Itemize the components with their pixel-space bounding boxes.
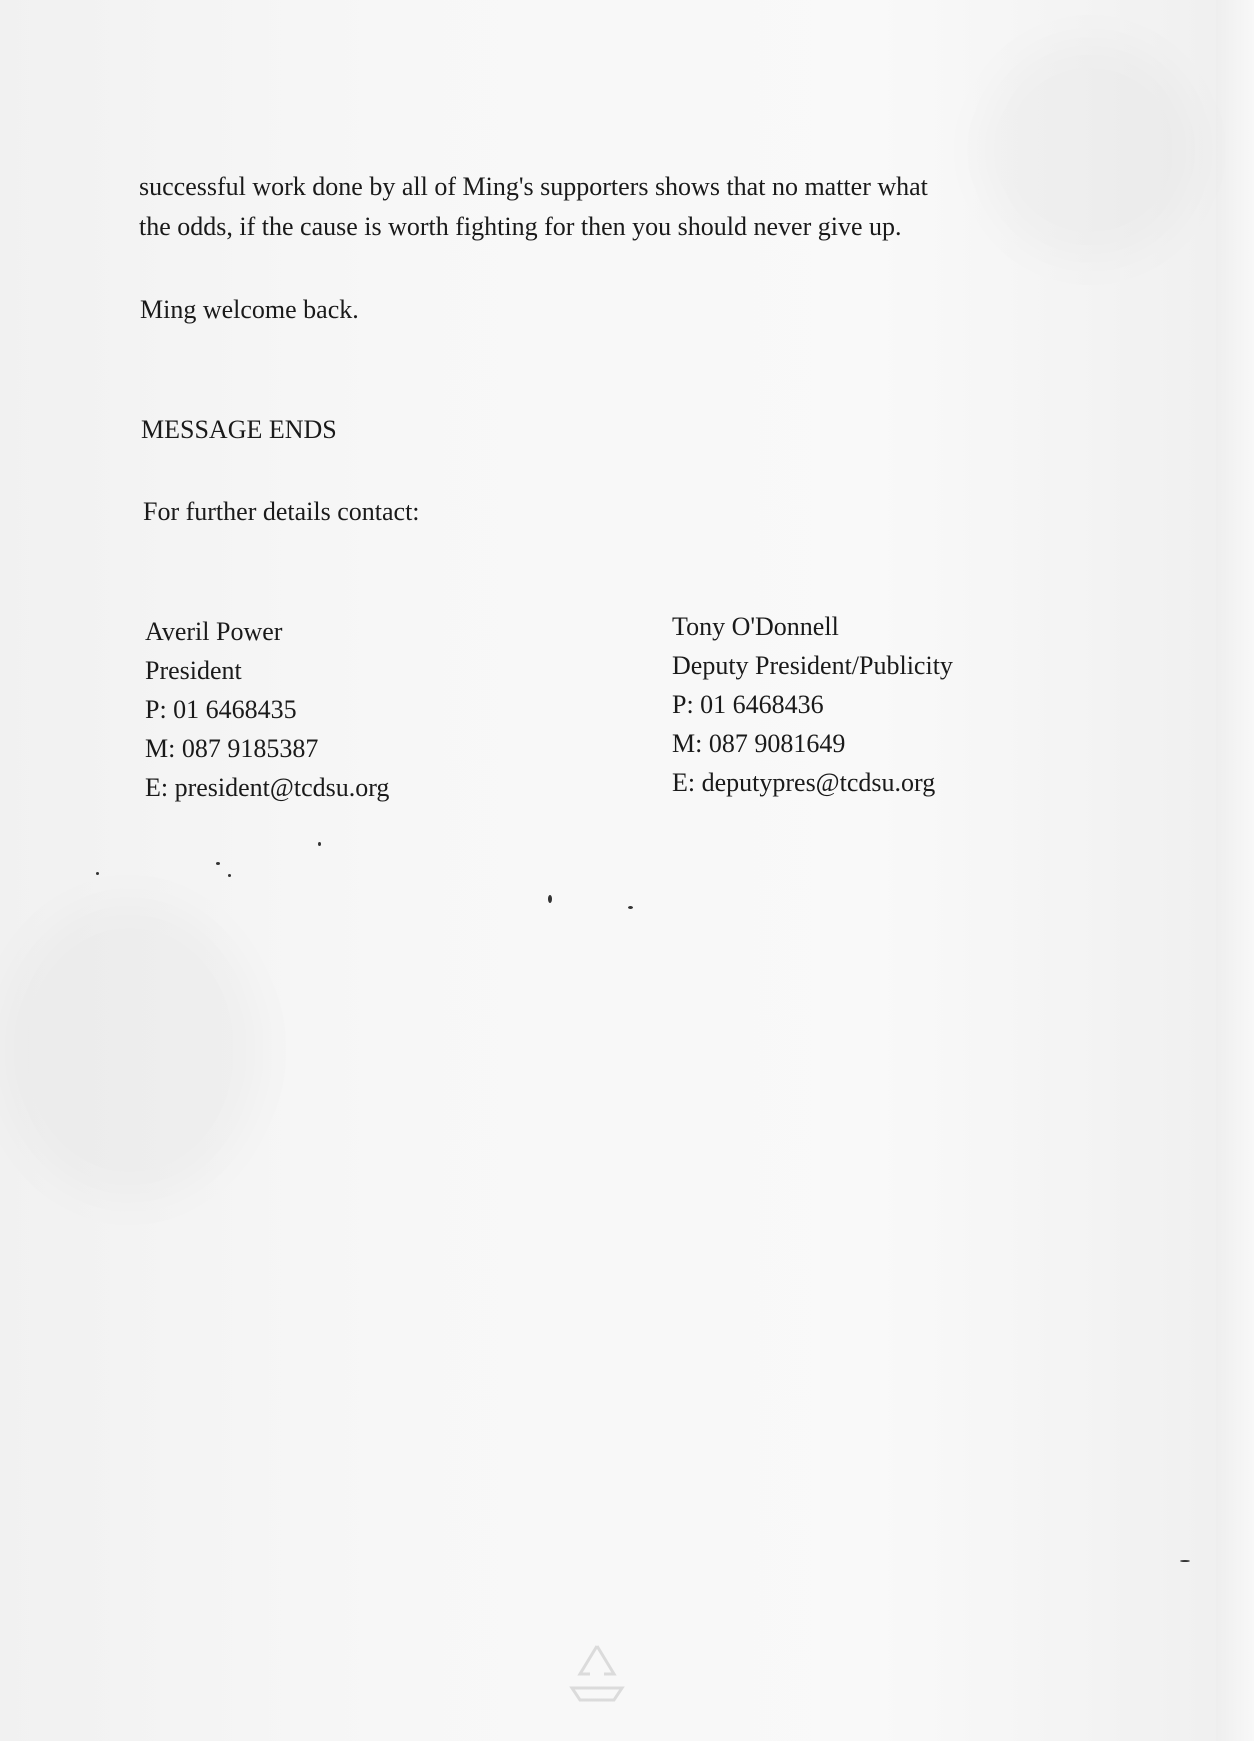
contact-card-deputy-president	[672, 607, 953, 802]
scan-speck	[1180, 1560, 1190, 1562]
contact-intro: For further details contact:	[143, 497, 420, 526]
scan-speck	[548, 895, 552, 903]
contact-phone: P: 01 6468435	[145, 695, 297, 724]
body-paragraph	[139, 167, 928, 247]
page-edge-shadow	[1216, 0, 1254, 1741]
contact-role: President	[145, 656, 242, 685]
contact-name: Averil Power	[145, 617, 283, 646]
message-ends-label: MESSAGE ENDS	[141, 415, 337, 444]
paragraph-line: the odds, if the cause is worth fighting for then you should never give up.	[139, 212, 902, 241]
scan-speck	[216, 862, 220, 865]
contact-role: Deputy President/Publicity	[672, 651, 953, 680]
contact-name: Tony O'Donnell	[672, 612, 839, 641]
contact-email: E: president@tcdsu.org	[145, 773, 390, 802]
paper-shading	[0, 900, 260, 1200]
scan-speck	[96, 872, 99, 875]
recycle-icon	[562, 1640, 632, 1706]
contact-mobile: M: 087 9185387	[145, 734, 319, 763]
contact-card-president	[145, 612, 389, 807]
scan-speck	[628, 906, 633, 909]
contact-mobile: M: 087 9081649	[672, 729, 846, 758]
scan-speck	[318, 842, 321, 846]
welcome-line: Ming welcome back.	[140, 295, 359, 324]
scan-speck	[228, 874, 231, 877]
paper-shading	[980, 40, 1200, 260]
paragraph-line: successful work done by all of Ming's supporters shows that no matter what	[139, 172, 928, 201]
contact-phone: P: 01 6468436	[672, 690, 824, 719]
contact-email: E: deputypres@tcdsu.org	[672, 768, 936, 797]
